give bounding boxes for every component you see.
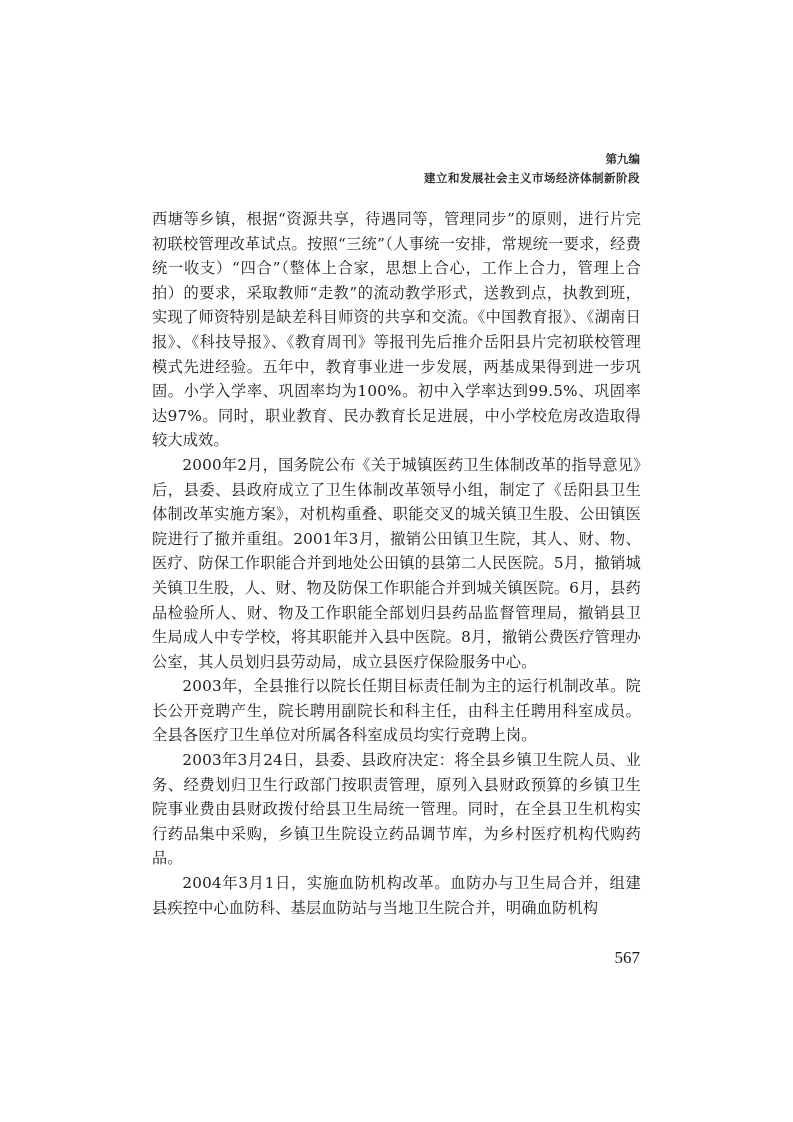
page-number: 567 — [614, 948, 640, 967]
paragraph-2003-township-hospitals: 2003年3月24日，县委、县政府决定：将全县乡镇卫生院人员、业务、经费划归卫生行政部门按职责管理，原列入县财政预算的乡镇卫生院事业费由县财政拨付给县卫生局统一管理。同时，在全县卫生机构实行药品集中采购，乡镇卫生院设立药品调节库，为乡村医疗机构代购药品。 — [152, 751, 641, 868]
paragraph-continued: 西塘等乡镇，根据“资源共享，待遇同等，管理同步”的原则，进行片完初联校管理改革试点。按照“三统”（人事统一安排，常规统一要求，经费统一收支）“四合”（整体上合家，思想上合心，工作上合力，管理上合拍）的要求，采取教师“走教”的流动教学形式，送教到点，执教到班，实现了师资特别是缺差科目师资的共享和交流。《中国教育报》、《湖南日报》、《科技导报》、《教育周刊》等报刊先后推介岳阳县片完初联校管理模式先进经验。五年中，教育事业进一步发展，两基成果得到进一步巩固。小学入学率、巩固率均为100%。初中入学率达到99.5%、巩固率达97%。同时，职业教育、民办教育长足进展，中小学校危房改造取得较大成效。 — [152, 210, 641, 450]
body-text — [152, 207, 641, 920]
paragraph-2003-director-system: 2003年，全县推行以院长任期目标责任制为主的运行机制改革。院长公开竞聘产生，院长聘用副院长和科主任，由科主任聘用科室成员。全县各医疗卫生单位对所属各科室成员均实行竞聘上岗。 — [152, 677, 641, 745]
paragraph-2004-schistosomiasis: 2004年3月1日，实施血防机构改革。血防办与卫生局合并，组建县疾控中心血防科、基层血防站与当地卫生院合并，明确血防机构 — [152, 874, 641, 917]
part-subtitle: 建立和发展社会主义市场经济体制新阶段 — [424, 171, 640, 185]
part-title: 第九编 — [605, 152, 640, 166]
running-header — [424, 150, 640, 188]
paragraph-2000-reform: 2000年2月，国务院公布《关于城镇医药卫生体制改革的指导意见》后，县委、县政府成立了卫生体制改革领导小组，制定了《岳阳县卫生体制改革实施方案》，对机构重叠、职能交叉的城关镇卫生股、公田镇医院进行了撤并重组。2001年3月，撤销公田镇卫生院，其人、财、物、医疗、防保工作职能合并到地处公田镇的县第二人民医院。5月，撤销城关镇卫生股，人、财、物及防保工作职能合并到城关镇医院。6月，县药品检验所人、财、物及工作职能全部划归县药品监督管理局，撤销县卫生局成人中专学校，将其职能并入县中医院。8月，撤销公费医疗管理办公室，其人员划归县劳动局，成立县医疗保险服务中心。 — [152, 455, 641, 671]
